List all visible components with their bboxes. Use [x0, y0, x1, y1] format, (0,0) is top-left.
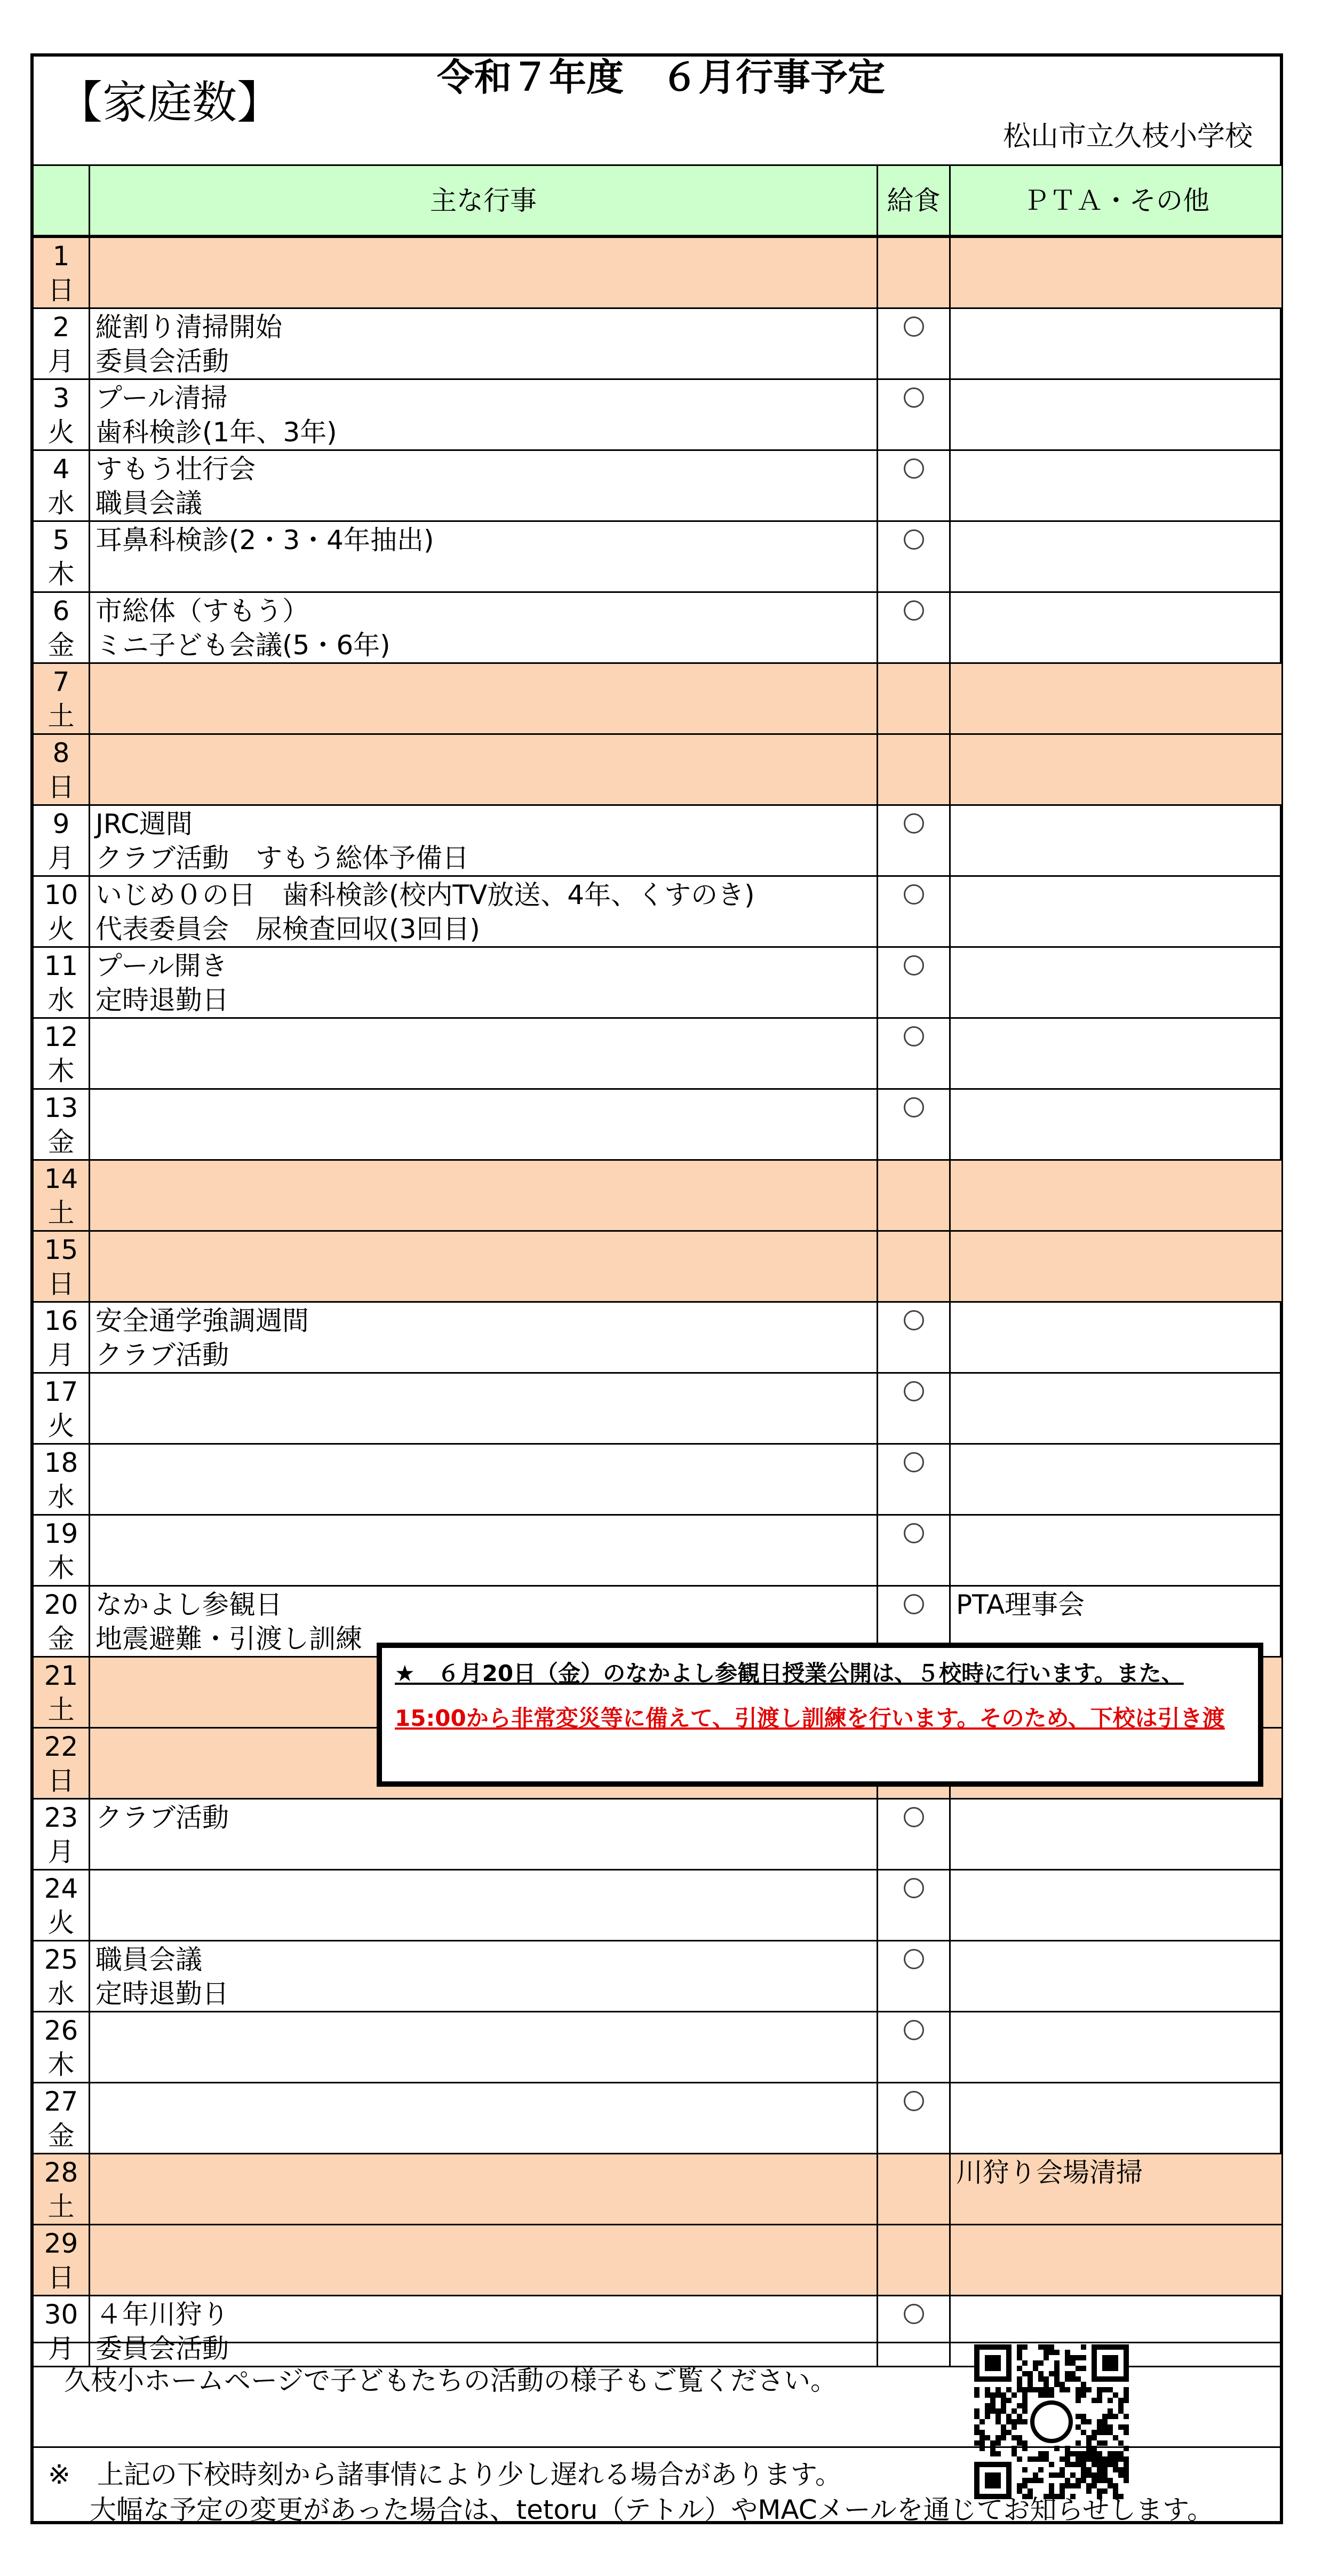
date-cell [33, 1586, 90, 1657]
pta-cell [950, 1160, 1283, 1231]
lunch-cell [878, 236, 950, 308]
table-row [33, 236, 1283, 308]
weekday: 日 [47, 772, 75, 803]
pta-cell [950, 236, 1283, 308]
table-row [33, 450, 1283, 521]
event-line-1: 職員会議 [95, 1944, 202, 1975]
events-cell [90, 1018, 878, 1089]
day-number: 9 [52, 809, 70, 839]
table-row [33, 1089, 1283, 1160]
events-cell [90, 663, 878, 734]
weekday: 木 [47, 1056, 75, 1087]
events-cell [90, 2154, 878, 2225]
lunch-cell [878, 2012, 950, 2083]
lunch-cell [878, 1941, 950, 2012]
lunch-circle-icon [904, 600, 924, 621]
date-cell [33, 450, 90, 521]
lunch-circle-icon [904, 1310, 924, 1330]
day-number: 24 [44, 1873, 78, 1904]
table-row [33, 1018, 1283, 1089]
table-row [33, 2012, 1283, 2083]
weekday: 金 [47, 630, 75, 661]
lunch-cell [878, 1444, 950, 1515]
pta-cell [950, 450, 1283, 521]
event-line-1: すもう壮行会 [95, 454, 256, 485]
day-number: 7 [52, 667, 70, 697]
pta-cell [950, 592, 1283, 663]
date-cell [33, 1231, 90, 1302]
table-row [33, 1941, 1283, 2012]
events-cell [90, 1089, 878, 1160]
event-line-2: 代表委員会 尿検査回収(3回目) [95, 914, 480, 945]
date-cell [33, 308, 90, 379]
table-row [33, 1373, 1283, 1444]
table-row [33, 379, 1283, 450]
table-row [33, 1160, 1283, 1231]
date-cell [33, 1089, 90, 1160]
day-number: 2 [52, 312, 70, 343]
lunch-cell [878, 2154, 950, 2225]
date-cell [33, 2225, 90, 2296]
day-number: 14 [44, 1163, 78, 1194]
lunch-cell [878, 450, 950, 521]
table-row [33, 2083, 1283, 2154]
lunch-cell [878, 1160, 950, 1231]
table-row [33, 805, 1283, 876]
day-number: 19 [44, 1518, 78, 1549]
weekday: 日 [47, 2262, 75, 2293]
day-number: 11 [44, 950, 78, 981]
school-name: 松山市立久枝小学校 [1002, 121, 1253, 153]
events-cell [90, 947, 878, 1018]
lunch-circle-icon [904, 1523, 924, 1543]
lunch-cell [878, 1870, 950, 1941]
lunch-circle-icon [904, 2304, 924, 2324]
lunch-cell [878, 1799, 950, 1870]
event-line-2: 委員会活動 [95, 346, 229, 377]
event-line-2: 歯科検診(1年、3年) [95, 417, 337, 448]
event-line-1: 耳鼻科検診(2・3・4年抽出) [95, 525, 434, 556]
pta-cell [950, 1231, 1283, 1302]
events-cell [90, 521, 878, 592]
events-cell [90, 876, 878, 947]
weekday: 月 [47, 1836, 75, 1867]
lunch-circle-icon [904, 1452, 924, 1472]
weekday: 水 [47, 985, 75, 1016]
lunch-circle-icon [904, 1097, 924, 1117]
lunch-circle-icon [904, 955, 924, 976]
note-line-2: 大幅な予定の変更があった場合は、tetoru（テトル）やMACメールを通じてお知らせします。 [90, 2494, 1214, 2525]
homepage-message: 久枝小ホームページで子どもたちの活動の様子もご覧ください。 [64, 2365, 837, 2396]
pta-text: 川狩り会場清掃 [956, 2157, 1143, 2188]
table-row [33, 1515, 1283, 1586]
event-line-2: 定時退勤日 [95, 985, 229, 1016]
pta-cell [950, 1018, 1283, 1089]
pta-cell [950, 521, 1283, 592]
date-cell [33, 1302, 90, 1373]
events-cell [90, 1515, 878, 1586]
lunch-cell [878, 379, 950, 450]
weekday: 火 [47, 914, 75, 945]
weekday: 木 [47, 1552, 75, 1583]
event-line-2: ミニ子ども会議(5・6年) [95, 630, 391, 661]
weekday: 土 [47, 1694, 75, 1725]
day-number: 8 [52, 738, 70, 768]
event-line-1: プール開き [95, 950, 228, 981]
event-line-2: クラブ活動 [95, 1339, 229, 1370]
pta-cell [950, 663, 1283, 734]
pta-cell [950, 308, 1283, 379]
weekday: 日 [47, 1765, 75, 1796]
table-row [33, 876, 1283, 947]
date-cell [33, 521, 90, 592]
lunch-cell [878, 2083, 950, 2154]
weekday: 火 [47, 1907, 75, 1938]
pta-cell [950, 2012, 1283, 2083]
lunch-cell [878, 947, 950, 1018]
table-row [33, 734, 1283, 805]
events-cell [90, 450, 878, 521]
date-cell [33, 236, 90, 308]
lunch-cell [878, 734, 950, 805]
note-line-1: ※ 上記の下校時刻から諸事情により少し遅れる場合があります。 [48, 2459, 842, 2490]
event-line-2: クラブ活動 すもう総体予備日 [95, 843, 469, 874]
date-cell [33, 1018, 90, 1089]
date-cell [33, 1444, 90, 1515]
events-cell [90, 236, 878, 308]
table-row [33, 521, 1283, 592]
day-number: 26 [44, 2015, 78, 2046]
pta-cell [950, 2154, 1283, 2225]
lunch-circle-icon [904, 387, 924, 408]
events-cell [90, 308, 878, 379]
lunch-cell [878, 805, 950, 876]
weekday: 木 [47, 2049, 75, 2080]
day-number: 6 [52, 596, 70, 627]
weekday: 金 [47, 2120, 75, 2151]
lunch-cell [878, 521, 950, 592]
pta-cell [950, 805, 1283, 876]
day-number: 27 [44, 2086, 78, 2117]
events-cell [90, 1302, 878, 1373]
date-cell [33, 876, 90, 947]
weekday: 木 [47, 559, 75, 590]
events-column-header: 主な行事 [90, 165, 878, 237]
event-line-1: なかよし参観日 [95, 1589, 282, 1620]
notice-box [377, 1643, 1263, 1787]
table-row [33, 2154, 1283, 2225]
day-number: 23 [44, 1802, 78, 1833]
event-line-2: 職員会議 [95, 488, 202, 519]
date-cell [33, 379, 90, 450]
event-line-1: JRC週間 [95, 809, 193, 839]
lunch-circle-icon [904, 1807, 924, 1827]
event-line-1: 市総体（すもう） [95, 596, 309, 627]
weekday: 土 [47, 701, 75, 732]
pta-cell [950, 2225, 1283, 2296]
page-title: 令和７年度 ６月行事予定 [437, 56, 885, 99]
weekday: 日 [47, 1269, 75, 1299]
lunch-circle-icon [904, 316, 924, 337]
weekday: 月 [47, 346, 75, 377]
event-line-1: いじめ０の日 歯科検診(校内TV放送、4年、くすのき) [95, 879, 755, 910]
day-number: 15 [44, 1234, 78, 1265]
date-cell [33, 1941, 90, 2012]
lunch-circle-icon [904, 1949, 924, 1969]
pta-cell [950, 947, 1283, 1018]
weekday: 土 [47, 1198, 75, 1228]
table-row [33, 1302, 1283, 1373]
notice-line-1: ★ ６月20日（金）のなかよし参観日授業公開は、５校時に行います。また、 [395, 1660, 1184, 1686]
events-cell [90, 1799, 878, 1870]
lunch-cell [878, 308, 950, 379]
weekday: 水 [47, 488, 75, 519]
lunch-cell [878, 1089, 950, 1160]
events-cell [90, 1870, 878, 1941]
lunch-circle-icon [904, 813, 924, 834]
pta-cell [950, 1799, 1283, 1870]
table-row [33, 592, 1283, 663]
lunch-cell [878, 1231, 950, 1302]
lunch-circle-icon [904, 529, 924, 550]
lunch-cell [878, 2225, 950, 2296]
events-cell [90, 1444, 878, 1515]
pta-cell [950, 876, 1283, 947]
event-line-1: クラブ活動 [95, 1802, 229, 1833]
table-row [33, 663, 1283, 734]
day-number: 16 [44, 1305, 78, 1336]
events-cell [90, 592, 878, 663]
day-number: 25 [44, 1944, 78, 1975]
day-number: 30 [44, 2299, 78, 2330]
day-number: 13 [44, 1092, 78, 1123]
lunch-cell [878, 1018, 950, 1089]
date-cell [33, 663, 90, 734]
lunch-cell [878, 1302, 950, 1373]
events-cell [90, 1941, 878, 2012]
pta-cell [950, 1089, 1283, 1160]
date-cell [33, 2154, 90, 2225]
date-cell [33, 1799, 90, 1870]
weekday: 土 [47, 2191, 75, 2222]
events-cell [90, 734, 878, 805]
pta-cell [950, 1302, 1283, 1373]
table-header-row [33, 165, 1283, 237]
date-cell [33, 592, 90, 663]
day-number: 1 [52, 241, 70, 272]
lunch-cell [878, 663, 950, 734]
weekday: 月 [47, 843, 75, 874]
lunch-circle-icon [904, 1594, 924, 1614]
day-number: 21 [44, 1660, 78, 1691]
table-row [33, 1870, 1283, 1941]
pta-cell [950, 1870, 1283, 1941]
lunch-circle-icon [904, 2020, 924, 2040]
date-cell [33, 2083, 90, 2154]
table-row [33, 2225, 1283, 2296]
events-cell [90, 1160, 878, 1231]
lunch-cell [878, 592, 950, 663]
lunch-circle-icon [904, 2091, 924, 2111]
day-number: 28 [44, 2157, 78, 2188]
notes-footer [32, 2446, 1281, 2524]
events-cell [90, 379, 878, 450]
date-cell [33, 2012, 90, 2083]
table-row [33, 1799, 1283, 1870]
events-cell [90, 1373, 878, 1444]
lunch-column-header: 給食 [878, 165, 950, 237]
day-number: 17 [44, 1376, 78, 1407]
event-line-2: 定時退勤日 [95, 1978, 229, 2009]
table-row [33, 947, 1283, 1018]
date-cell [33, 805, 90, 876]
date-cell [33, 1160, 90, 1231]
distribution-label: 【家庭数】 [58, 76, 282, 129]
weekday: 月 [47, 2333, 75, 2364]
events-cell [90, 2225, 878, 2296]
date-column-header [33, 165, 90, 237]
pta-text: PTA理事会 [956, 1589, 1085, 1620]
pta-cell [950, 379, 1283, 450]
date-cell [33, 734, 90, 805]
date-cell [33, 1515, 90, 1586]
events-cell [90, 805, 878, 876]
lunch-circle-icon [904, 884, 924, 905]
events-cell [90, 2083, 878, 2154]
event-line-1: プール清掃 [95, 383, 228, 414]
pta-column-header: ＰＴＡ・その他 [950, 165, 1283, 237]
day-number: 10 [44, 879, 78, 910]
pta-cell [950, 1373, 1283, 1444]
day-number: 5 [52, 525, 70, 556]
event-line-2: 地震避難・引渡し訓練 [95, 1623, 362, 1654]
event-line-1: ４年川狩り [95, 2299, 229, 2330]
lunch-cell [878, 1373, 950, 1444]
weekday: 火 [47, 1410, 75, 1441]
day-number: 20 [44, 1589, 78, 1620]
lunch-cell [878, 1515, 950, 1586]
events-cell [90, 2012, 878, 2083]
schedule-table [32, 164, 1283, 2367]
table-row [33, 308, 1283, 379]
pta-cell [950, 1941, 1283, 2012]
event-line-1: 縦割り清掃開始 [95, 312, 282, 343]
date-cell [33, 1657, 90, 1728]
date-cell [33, 1373, 90, 1444]
weekday: 火 [47, 417, 75, 448]
lunch-circle-icon [904, 458, 924, 479]
pta-cell [950, 1444, 1283, 1515]
day-number: 29 [44, 2228, 78, 2259]
lunch-circle-icon [904, 1381, 924, 1401]
event-line-1: 安全通学強調週間 [95, 1305, 309, 1336]
day-number: 4 [52, 454, 70, 485]
table-row [33, 1444, 1283, 1515]
weekday: 月 [47, 1339, 75, 1370]
events-cell [90, 1231, 878, 1302]
notice-line-2: 15:00から非常変災等に備えて、引渡し訓練を行います。そのため、下校は引き渡 [395, 1705, 1225, 1731]
weekday: 金 [47, 1127, 75, 1158]
pta-cell [950, 734, 1283, 805]
weekday: 水 [47, 1978, 75, 2009]
day-number: 3 [52, 383, 70, 414]
date-cell [33, 1870, 90, 1941]
day-number: 18 [44, 1447, 78, 1478]
day-number: 12 [44, 1021, 78, 1052]
lunch-cell [878, 876, 950, 947]
event-line-2: 委員会活動 [95, 2333, 229, 2364]
date-cell [33, 947, 90, 1018]
pta-cell [950, 2083, 1283, 2154]
pta-cell [950, 1515, 1283, 1586]
date-cell [33, 1728, 90, 1799]
day-number: 22 [44, 1731, 78, 1762]
lunch-circle-icon [904, 1878, 924, 1898]
weekday: 金 [47, 1623, 75, 1654]
table-row [33, 1231, 1283, 1302]
lunch-circle-icon [904, 1026, 924, 1047]
weekday: 日 [47, 275, 75, 306]
weekday: 水 [47, 1481, 75, 1512]
